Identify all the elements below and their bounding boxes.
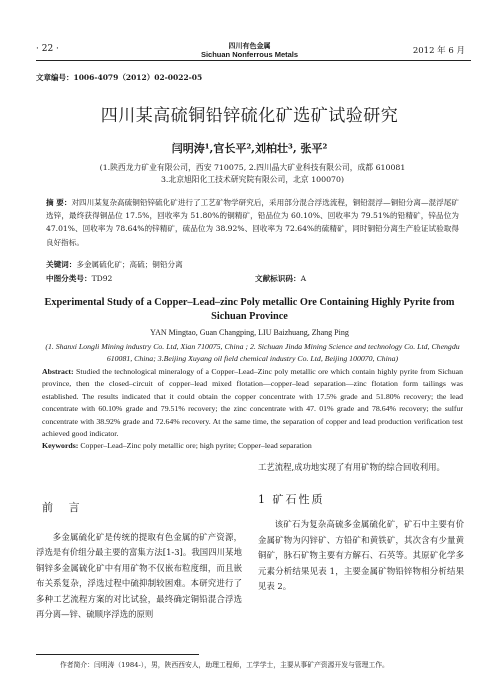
keywords-en-label: Keywords:: [42, 441, 79, 450]
section-ore: [258, 460, 464, 595]
doc-code-label: 文献标识码：: [255, 274, 301, 283]
intro-heading: 前 言: [42, 501, 86, 514]
doc-code-value: A: [300, 274, 307, 283]
page-number: · 22 ·: [36, 44, 59, 54]
title-cn: 四川某高硫铜铅锌硫化矿选矿试验研究: [100, 106, 399, 126]
keywords-en-text: Copper–Lead–Zinc poly metallic ore; high pyrite; Copper–lead separation: [80, 441, 312, 450]
affiliation-en: (1. Shanxi Longli Mining industry Co. Ltd, Xian 710075, China ; 2. Sichuan Jinda Mining Science and technology Co. Ltd, Chengdu 610081, China; 3.Beijing Xuyang oil field chemical industry Co. Ltd, Beijing 100070, China): [45, 342, 460, 363]
journal-name-cn: 四川有色金属: [228, 41, 271, 50]
keywords-cn: [46, 258, 459, 271]
journal-name-en: Sichuan Nonferrous Metals: [200, 50, 299, 59]
keywords-cn-text: 多金属硫化矿；高硫；铜铅分离: [76, 260, 183, 269]
article-number: 文章编号：1006-4079（2012）02-0022-05: [36, 73, 203, 82]
title-en: Experimental Study of a Copper–Lead–zinc Poly metallic Ore Containing Highly Pyrite from Sichuan Province: [44, 297, 455, 322]
classification-row: [46, 272, 459, 285]
affiliation-cn-line: (1.陕西龙力矿业有限公司，西安 710075, 2.四川晶大矿业科技有限公司，成都 610081: [99, 163, 406, 172]
abstract-cn-text: 对四川某复杂高硫铜铅锌硫化矿进行了工艺矿物学研究后，采用部分混合浮选流程，铜铅混浮—铜铅分离—混浮尾矿选锌，最终获得铜品位 17.5%，回收率为 51.80%的铜精矿，铅品位为 60.10%、回收率为 79.51%的铅精矿，锌品位为 47.01%、回收率为 78.64%的锌精矿，硫品位为 38.92%、回收率为 72.64%的硫精矿，同时铜铅分离生产验证试验取得良好指标。: [46, 198, 459, 247]
abstract-en-text: Studied the technological mineralogy of a Copper–Lead–Zinc poly metallic ore which contain highly pyrite from Sichuan province, then the closed–circuit of copper–lead mixed flotation—copper–lead separation—zinc flotation form tailings was established. The results indicated that it could obtain the copper concentrate with 17.5% grade and 51.80% recovery; the lead concentrate with 60.10% grade and 79.51% recovery; the zinc concentrate with 47. 01% grade and 78.64% recovery; the sulfur concentrate with 38.92% grade and 72.64% recovery. At the same time, the separation of copper and lead production verification test achieved good indicator.: [42, 367, 463, 439]
footnote-rule: [36, 654, 199, 655]
clc-value: TD92: [91, 274, 113, 283]
authors-cn: 闫明涛¹,官长平²,刘柏壮³, 张平²: [171, 142, 328, 155]
affiliation-cn-line: 3.北京旭阳化工技术研究院有限公司，北京 100070): [160, 175, 345, 184]
footnote: 作者简介：闫明涛（1984-），男，陕西西安人，助理工程师，工学学士，主要从事矿产资源开发与管理工作。: [60, 661, 389, 669]
ore-heading: 1 矿石性质: [258, 492, 325, 506]
header-rule: [36, 60, 471, 61]
section-intro: [36, 500, 242, 623]
keywords-en: [42, 441, 463, 450]
issue-date: 2012 年 6 月: [412, 46, 465, 56]
affiliation-cn: [46, 162, 459, 186]
abstract-en: [42, 366, 463, 440]
abstract-en-label: Abstract:: [42, 367, 74, 376]
keywords-cn-label: 关键词：: [46, 260, 77, 269]
authors-en: YAN Mingtao, Guan Changping, LIU Baizhuang, Zhang Ping: [150, 328, 349, 337]
intro-paragraph: 多金属硫化矿是传统的提取有色金属的矿产资源，浮选是有价组分最主要的富集方法[1-3]。我国四川某地铜锌多金属硫化矿中有用矿物不仅嵌布粒度细，而且嵌布关系复杂，浮选过程中硫抑制较困难。本研究进行了多种工艺流程方案的对比试验，最终确定铜铅混合浮选再分离—锌、硫顺序浮选的原则: [36, 531, 242, 619]
ore-paragraph: 该矿石为复杂高硫多金属硫化矿，矿石中主要有价金属矿物为闪锌矿、方铅矿和黄铁矿，其次含有少量黄铜矿，脉石矿物主要有方解石、石英等。其原矿化学多元素分析结果见表 1，主要金属矿物铅锌物相分析结果见表 2。: [258, 519, 464, 591]
flow-continuation: 工艺流程,成功地实现了有用矿物的综合回收利用。: [258, 462, 445, 472]
abstract-cn-label: 摘 要：: [46, 198, 72, 207]
abstract-cn: [46, 196, 459, 249]
clc-label: 中图分类号：: [46, 274, 92, 283]
